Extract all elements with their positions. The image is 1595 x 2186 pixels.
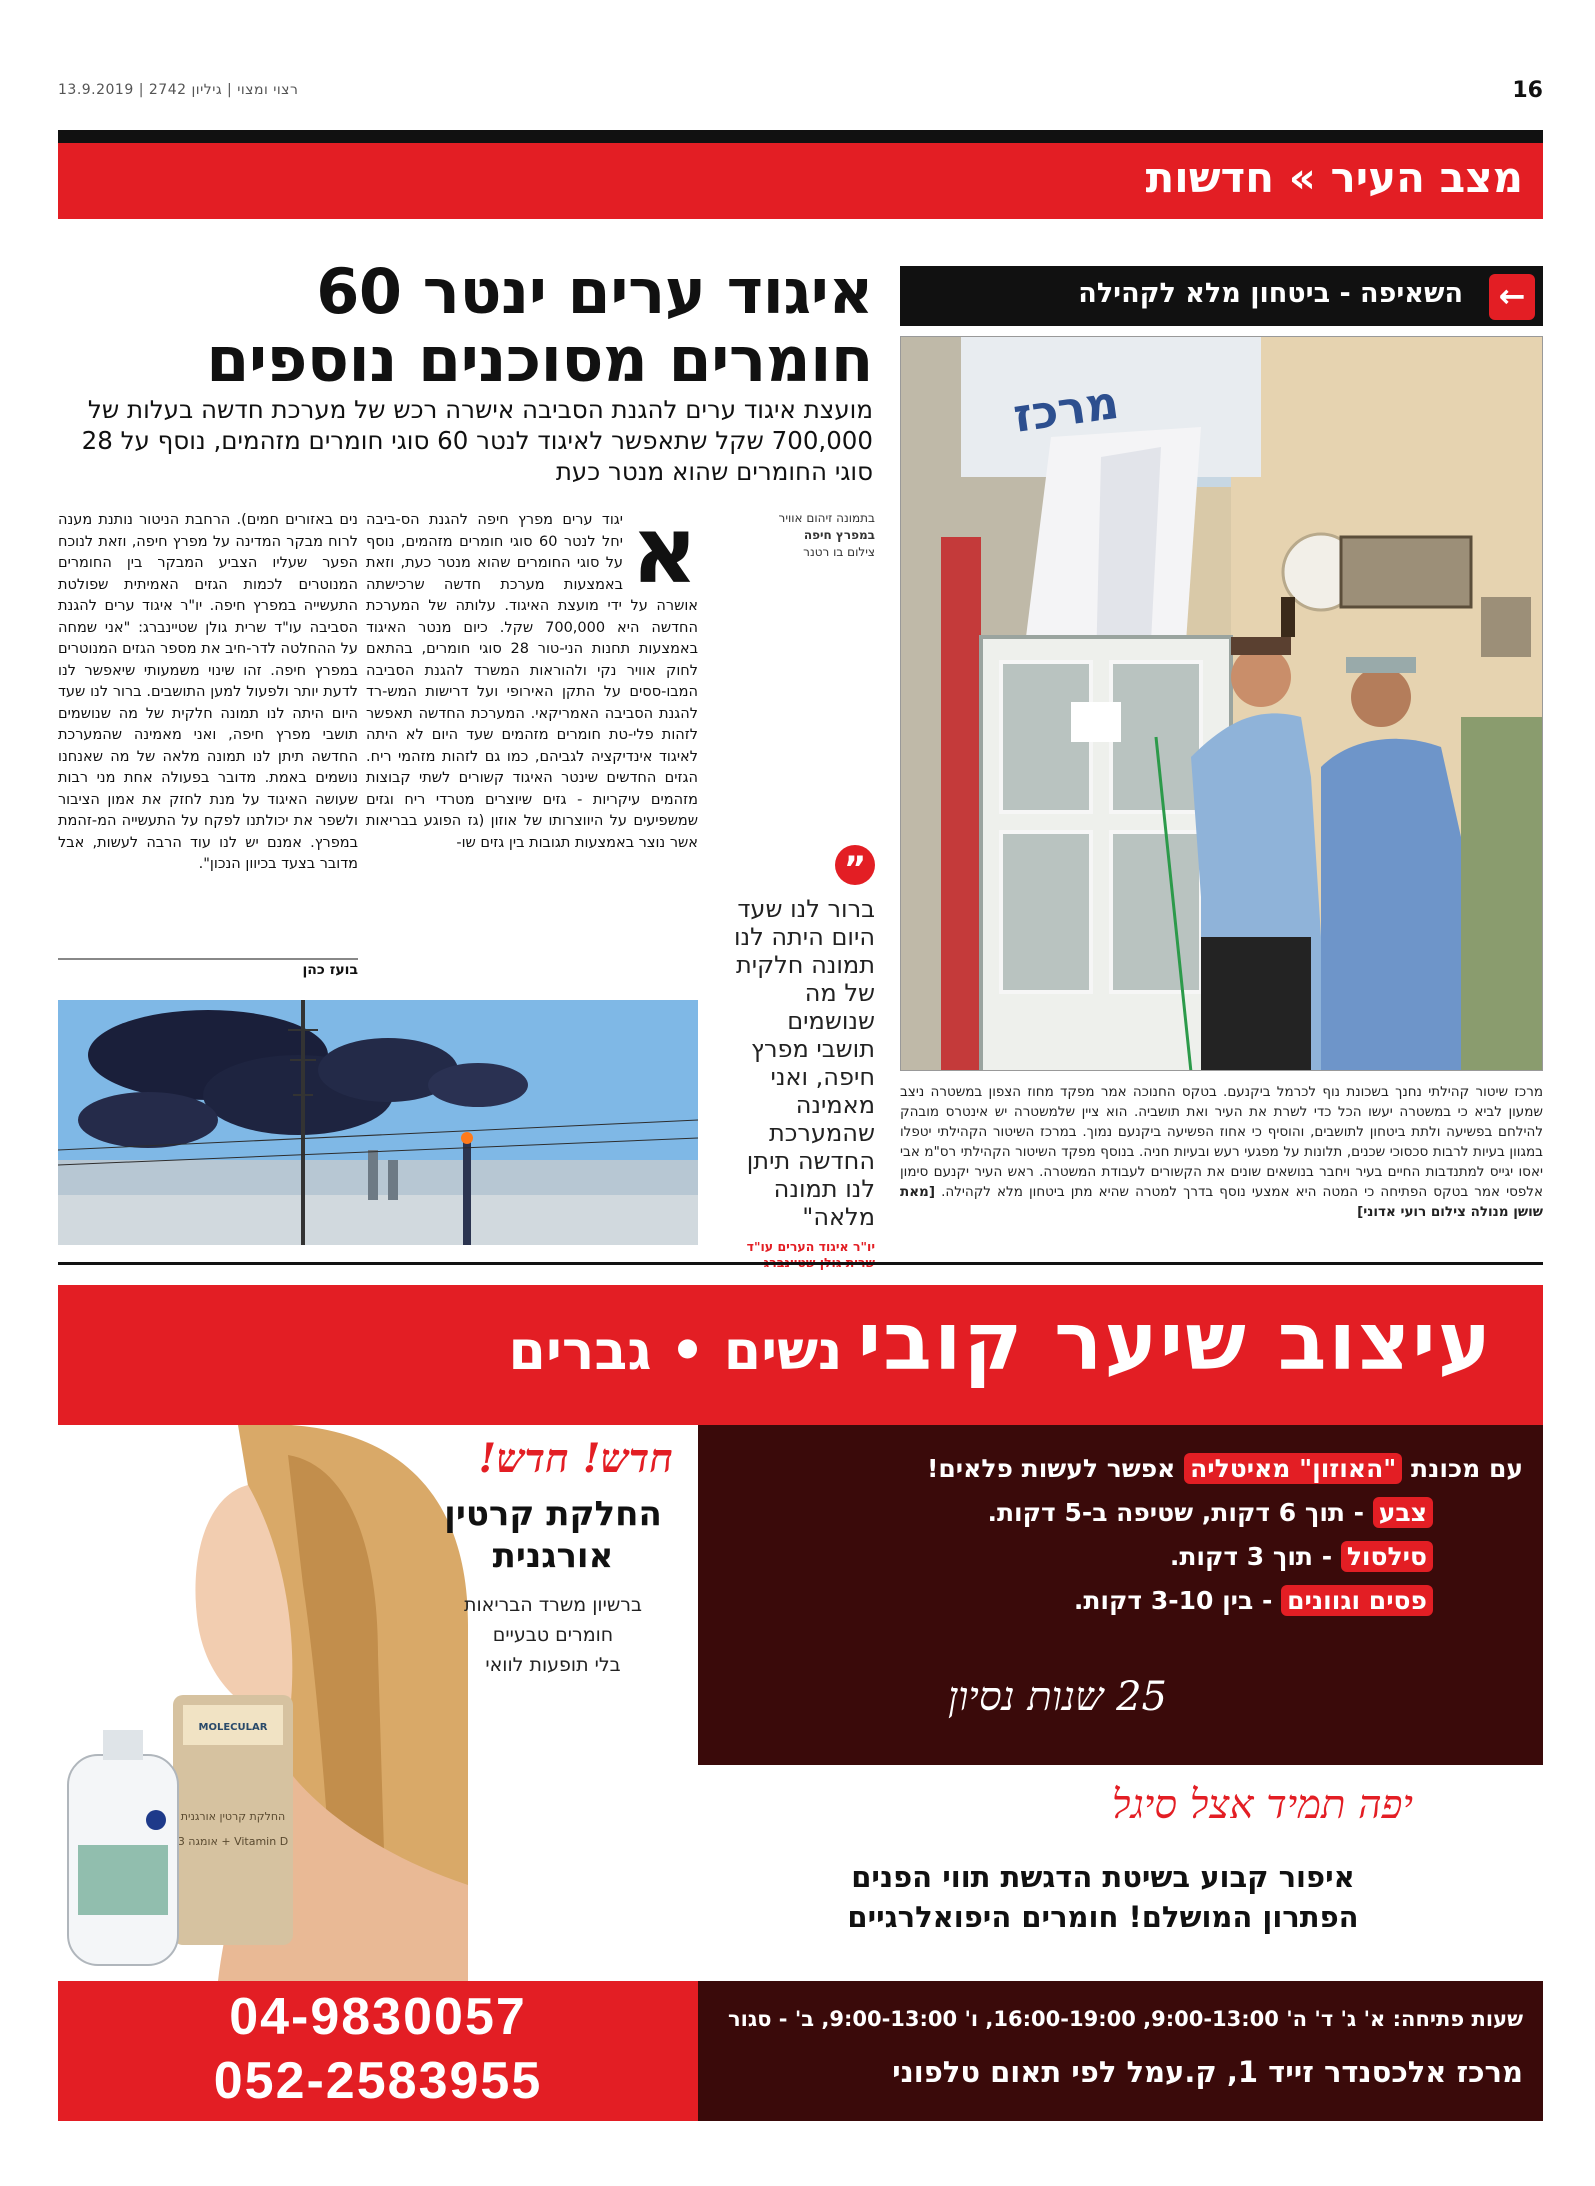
ozone-machine-name: "האוזון" מאיטליה: [1184, 1453, 1402, 1484]
pull-quote: [725, 845, 875, 1271]
pollution-photo: [58, 1000, 698, 1245]
ozone-intro: [723, 1447, 1523, 1491]
ad-title-banner: [58, 1285, 1543, 1425]
model-illustration: [58, 1425, 468, 1981]
hours-panel: [698, 1981, 1543, 2121]
drop-cap: א: [631, 497, 698, 604]
phone-landline[interactable]: 04-9830057: [229, 1988, 527, 2046]
svg-text:מרכז: מרכז: [1010, 374, 1122, 443]
arrow-icon: ←: [1489, 274, 1535, 320]
box-brand: MOLECULAR: [198, 1722, 268, 1733]
author-rule: [58, 958, 358, 960]
makeup-panel: [698, 1765, 1543, 1981]
box-label: החלקת קרטין אורגנית: [180, 1810, 286, 1823]
quote-text: ברור לנו שעד היום היתה לנו תמונה חלקית של מה שנושמים תושבי מפרץ חיפה, ואני מאמינה שהמערכת החדשה תיתן לנו תמונה מלאה": [733, 895, 875, 1231]
issue-meta: רצוי ומצוי | גיליון 2742 | 13.9.2019: [58, 82, 299, 98]
keratin-benefits: [433, 1590, 673, 1680]
credit-line-1: בתמונה זיהום אוויר: [778, 511, 875, 525]
police-center-photo: [900, 336, 1543, 1071]
makeup-line-1: איפור קבוע בשיטת הדגשת תווי הפנים: [851, 1860, 1355, 1894]
makeup-line-2: הפתרון המושלם! חומרים היפואלרגיים: [847, 1900, 1359, 1934]
salon-address: מרכז אלכסנדר זייד 1, ק.עמל לפי תאום טלפוני: [892, 2055, 1523, 2089]
photo-credit: [725, 510, 875, 561]
article-column-2: [58, 510, 358, 876]
service-color-label: צבע: [1373, 1497, 1433, 1528]
ad-title: [508, 1295, 1493, 1388]
ad-divider: [58, 1262, 1543, 1265]
ozone-panel: [698, 1425, 1543, 1765]
author-name: בועז כהן: [302, 962, 358, 978]
caption-credit: [מאת שושן מנולה צילום רועי אדוני]: [900, 1184, 1543, 1220]
phone-mobile[interactable]: 052-2583955: [213, 2052, 543, 2110]
service-color-text: - תוך 6 דקות, שטיפה ב-5 דקות.: [987, 1498, 1365, 1527]
benefit-item: חומרים טבעיים: [492, 1624, 614, 1646]
service-color: [723, 1491, 1523, 1535]
service-list: [723, 1447, 1523, 1623]
makeup-text: [753, 1857, 1453, 1937]
phone-panel: [58, 1981, 698, 2121]
photo-illustration: [901, 337, 1543, 1071]
salon-audience: נשים • גברים: [508, 1319, 843, 1382]
service-highlights-label: פסים וגוונים: [1281, 1585, 1433, 1616]
article-headline: [58, 255, 873, 396]
keratin-panel: [58, 1425, 693, 1981]
service-perm: [723, 1535, 1523, 1579]
section-label: מצב העיר » חדשות: [1145, 153, 1523, 202]
headline-line-2: חומרים מסוכנים נוספים: [206, 323, 873, 396]
salon-advertisement: [58, 1285, 1543, 2121]
benefit-item: בלי תופעות לוואי: [485, 1654, 621, 1676]
article-subhead: מועצת איגוד ערים להגנת הסביבה אישרה רכש של מערכת חדשה בעלות של 700,000 שקל שתאפשר לאיגוד לנטר 60 סוגי חומרים מזהמים, נוסף על 28 סוגי החומרים שהוא מנטר כעת: [81, 395, 873, 486]
credit-line-3: צילום בו רטנר: [803, 545, 875, 559]
years-experience: 25 שנות נסיון: [948, 1674, 1167, 1720]
ozone-suffix: אפשר לעשות פלאים!: [926, 1454, 1176, 1483]
sidebar-header: [900, 266, 1543, 326]
model-photo: [58, 1425, 468, 1981]
caption-text: מרכז שיטור קהילתי נחנך בשכונת נוף לכרמל ביקנעם. בטקס החנוכה אמר מפקד מחוז הצפון במשטרה ניצב שמעון לביא כי במשטרה יעשו הכל כדי לשרת את העיר ואת תושביה. הוא ציין שלמשטרה יש אינטרס מובהק להילחם בפשיעה ולתת ביטחון לתושבים, והוסיף כי אחוז הפשיעה ביקנעם נמוך. במרכז השיטור הקהילתי יטפלו במגוון בעיות לרבות סכסוכי שכנים, תלונות על מפגעי רעש ובעיות חניה. בנוסף מפקד השיטור הקהילתי רס"מ אבי יאסו יגייס למתנדבות החיים בעיר ויחבר בנושאים שונים את הקשורים לעבודת המשטרה. ראש העיר יקנעם סימון אלפסי אמר בטקס הפתיחה כי המטה היא אמצעי נוסף בדרך למטרה שהיא מתן ביטחון מלא לקהילה.: [900, 1084, 1543, 1200]
photo-caption: [900, 1082, 1543, 1250]
opening-hours: שעות פתיחה: א' ג' ד' ה' 9:00-13:00, 16:00-19:00, ו' 9:00-13:00, ב' - סגור: [727, 2007, 1523, 2031]
page-number: 16: [1512, 78, 1543, 103]
new-label: חדש! חדש!: [478, 1435, 673, 1482]
service-perm-text: - תוך 3 דקות.: [1169, 1542, 1333, 1571]
smoke-illustration: [58, 1000, 698, 1245]
column-2-text: נים באזורים חמים). הרחבת הניטור נותנת מענה לרוח מבקר המדינה על מפרץ חיפה, וזאת לנוכח הפער שעליו הצביע המבקר בין החומרים המנוטרים לכמות הגזים האמיתית שפולטת התעשייה במפרץ חיפה. יו"ר איגוד ערים להגנת הסביבה עו"ד שרית גולן שטיינברג: "אני שמחה על ההחלטה לדר-חיב את מספר הגזים המנוטרים במפרץ חיפה. זהו שינוי משמעותי שיאפשר לנו לדעת יותר ולפעול למען התושבים. ברור לנו שעד היום היתה לנו תמונה חלקית של מה שנושמים תושבי מפרץ חיפה, ואני מאמינה שהמערכת החדשה תיתן לנו תמונה מלאה של מה שאנחנו נושמים באמת. מדובר בפעולה אחת מני רבות שעושה האיגוד על מנת לחזק את אמון הציבור ולשפר את יכולתנו לפקח על התעשייה המ-זהמת במפרץ. אמנם יש לנו עוד הרבה לעשות, אבל מדובר בצעד בכיוון הנכון".: [58, 512, 358, 872]
benefit-item: ברשיון משרד הבריאות: [463, 1594, 643, 1616]
page-folio: [58, 78, 1543, 104]
top-rule: [58, 130, 1543, 143]
keratin-title: החלקת קרטין אורגנית: [444, 1494, 662, 1576]
quote-icon: ”: [835, 845, 875, 885]
credit-line-2: במפרץ חיפה: [803, 528, 875, 542]
service-highlights: [723, 1579, 1523, 1623]
ozone-prefix: עם מכונת: [1411, 1454, 1523, 1483]
box-vitamin-label: אומגה 3 + Vitamin D: [177, 1835, 289, 1848]
makeup-slogan: יפה תמיד אצל סיגל: [1111, 1782, 1413, 1828]
headline-line-1: איגוד ערים ינטר 60: [316, 255, 873, 328]
service-perm-label: סילסול: [1341, 1541, 1433, 1572]
sidebar-title: השאיפה - ביטחון מלא לקהילה: [1078, 278, 1463, 309]
salon-name: עיצוב שיער קובי: [857, 1295, 1493, 1388]
service-highlights-text: - בין 3-10 דקות.: [1073, 1586, 1273, 1615]
section-banner: [58, 143, 1543, 219]
column-1-text: יגוד ערים מפרץ חיפה להגנת הס-ביבה יחל לנטר 60 סוגי חומרים מזהמים, נוסף על סוגי החומרים שהוא מנטר כעת, וזאת באמצעות מערכת חדשה שרכישתה אושרה על ידי מועצת האיגוד. עלותה של המערכת החדשה היא 700,000 שקל. כיום מנטר האיגוד באמצעות תחנות הני-טור 28 סוגי חומרים, בהתאם לחוק אוויר נקי ולהוראות המשרד להגנת הסביבה המבו-ססים על התקן האירופי ועל דרישות המש-רד להגנת הסביבה האמריקאי. המערכת החדשה תאפשר לזהות פלי-טת חומרים מזהמים שעד היום לא היתה לאיגוד אינדיקציה לגביהם, כמו גם לזהות מזהמי ריח. הגזים החדשים שינטר האיגוד קשורים לשתי קבוצות מזהמים עיקריות - גזים שיוצרים מטרדי ריח וגזים שמשפיעים על היווצרותו של אוזון (גז הפוגע בבריאות אשר נוצר באמצעות תגובות בין גזים שו-: [366, 512, 698, 851]
article-column-1: [366, 497, 698, 854]
quote-source: יו"ר איגוד הערים עו"ד: [746, 1239, 875, 1254]
